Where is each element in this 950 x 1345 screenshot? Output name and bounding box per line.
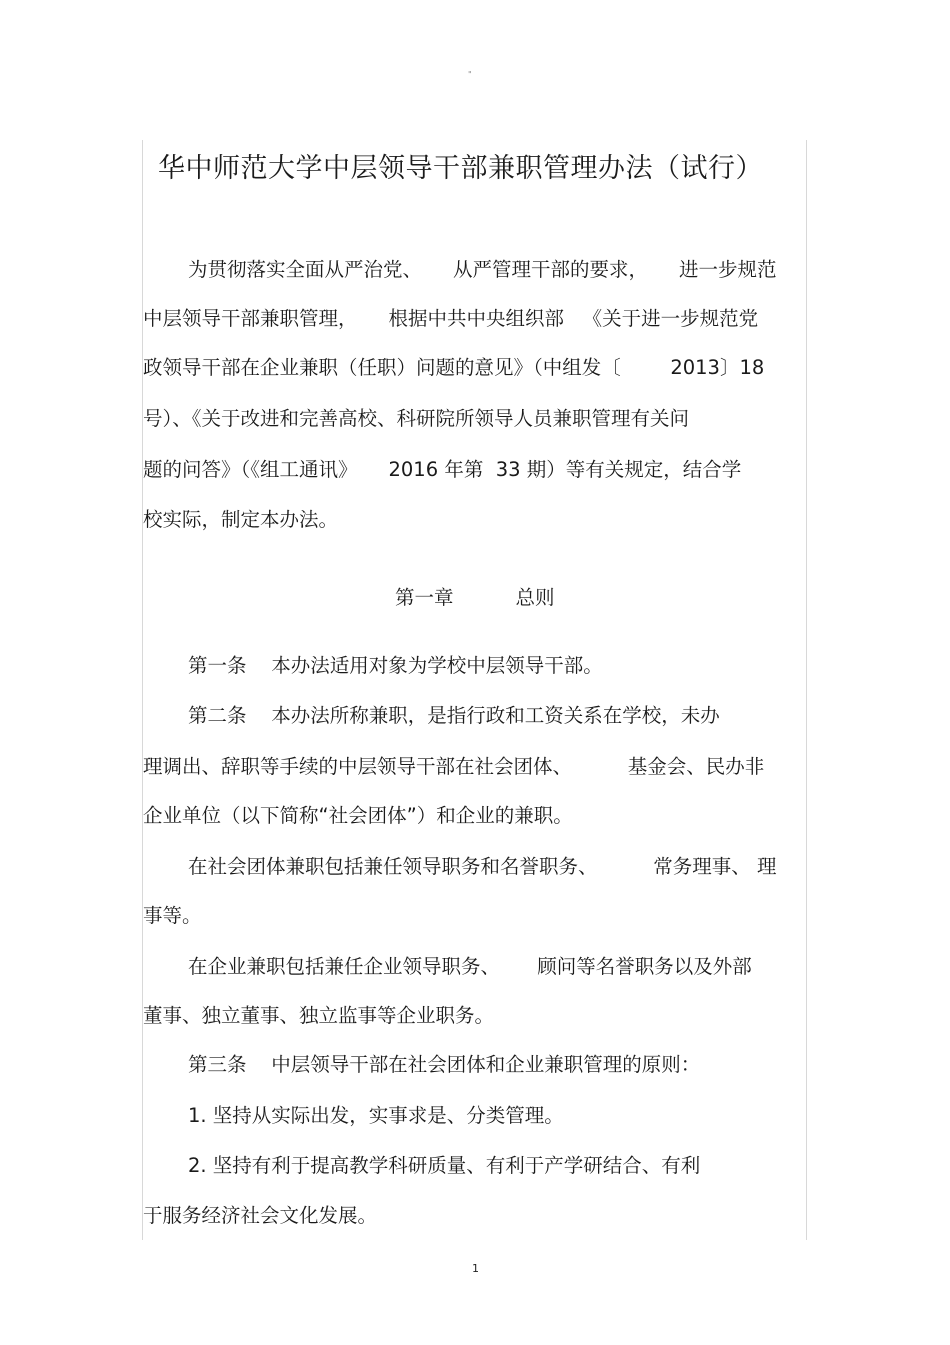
document-title: 华中师范大学中层领导干部兼职管理办法（试行）: [158, 153, 763, 184]
preamble-line-6: 校实际，制定本办法。: [143, 508, 339, 531]
article-line-12: 于服务经济社会文化发展。: [143, 1204, 378, 1227]
preamble-line-2: 中层领导干部兼职管理， 根据中共中央组织部 《关于进一步规范党: [143, 307, 759, 330]
article-line-2: 第二条 本办法所称兼职，是指行政和工资关系在学校，未办: [188, 704, 720, 727]
article-line-4: 企业单位（以下简称“社会团体”）和企业的兼职。: [143, 804, 573, 827]
article-line-6: 事等。: [143, 904, 202, 927]
right-margin-rule: [806, 140, 807, 1240]
preamble-line-1: 为贯彻落实全面从严治党、 从严管理干部的要求， 进一步规范: [188, 258, 777, 281]
article-line-9: 第三条 中层领导干部在社会团体和企业兼职管理的原则：: [188, 1053, 701, 1076]
article-line-11: 2. 坚持有利于提高教学科研质量、有利于产学研结合、有利: [188, 1154, 701, 1177]
page-number: 1: [472, 1262, 479, 1275]
article-line-8: 董事、独立董事、独立监事等企业职务。: [143, 1004, 495, 1027]
preamble-line-3: 政领导干部在企业兼职（任职）问题的意见》（中组发〔 2013〕18: [143, 356, 765, 379]
preamble-line-5: 题的问答》（《组工通讯》 2016 年第 33 期）等有关规定，结合学: [143, 458, 742, 481]
left-margin-rule: [142, 140, 143, 1240]
preamble-line-4: 号）、《关于改进和完善高校、科研院所领导人员兼职管理有关问: [143, 407, 690, 430]
article-line-3: 理调出、辞职等手续的中层领导干部在社会团体、 基金会、民办非: [143, 755, 765, 778]
article-line-1: 第一条 本办法适用对象为学校中层领导干部。: [188, 654, 603, 677]
article-line-5: 在社会团体兼职包括兼任领导职务和名誉职务、 常务理事、 理: [188, 855, 777, 878]
article-line-10: 1. 坚持从实际出发，实事求是、分类管理。: [188, 1104, 564, 1127]
article-line-7: 在企业兼职包括兼任企业领导职务、 顾问等名誉职务以及外部: [188, 955, 752, 978]
header-mark: ": [468, 70, 472, 79]
chapter-heading: 第一章 总则: [395, 586, 555, 609]
